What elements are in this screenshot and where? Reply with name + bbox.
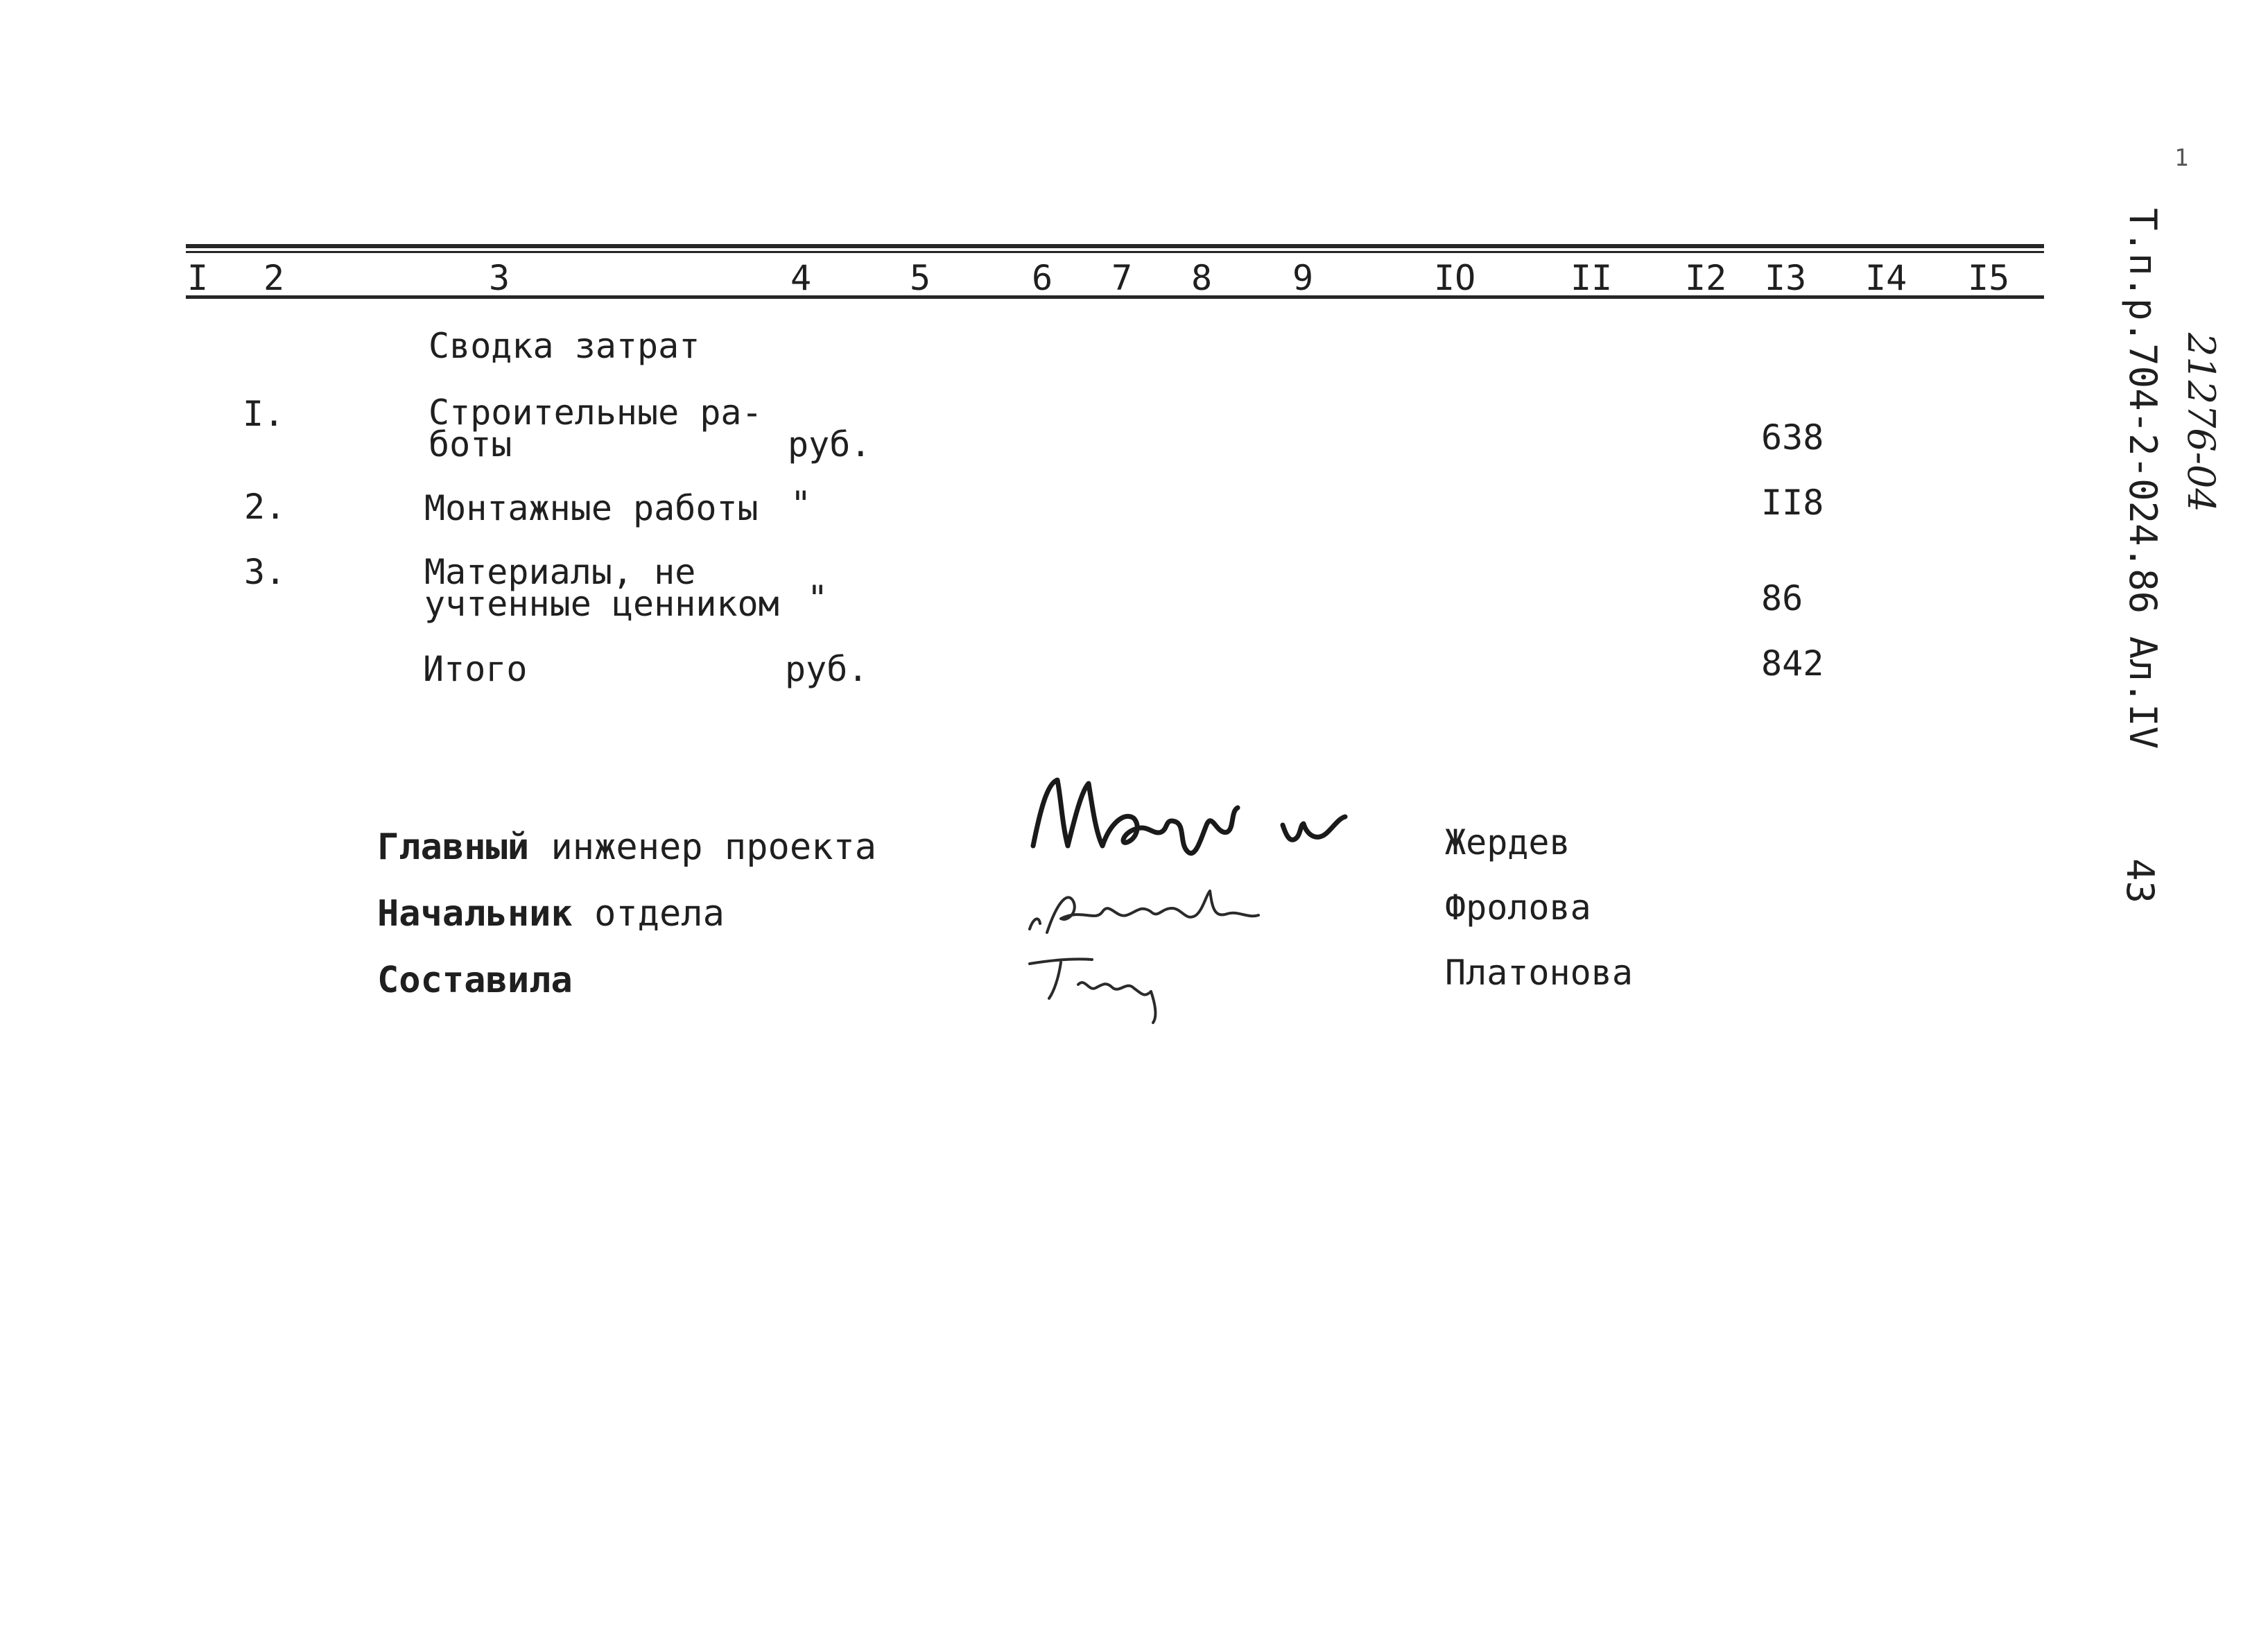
handwritten-code: 21276-04 <box>2179 333 2223 512</box>
row-unit: " <box>807 578 829 618</box>
column-number: 8 <box>1191 258 1213 298</box>
column-number: II <box>1570 258 1613 298</box>
column-number: 5 <box>910 258 931 298</box>
handwritten-signature <box>1019 770 1352 874</box>
signature-role-title: Составила <box>377 960 573 1001</box>
column-number: I4 <box>1865 258 1907 298</box>
handwritten-signature <box>1019 881 1269 943</box>
header-top-rule-thin <box>186 251 2044 253</box>
row-number: 2. <box>244 487 286 527</box>
column-number: 3 <box>489 258 510 298</box>
signature-role <box>377 893 725 935</box>
column-number: 6 <box>1032 258 1053 298</box>
handwritten-signature <box>1023 950 1175 1026</box>
total-label: Итого <box>423 649 528 689</box>
column-number: 4 <box>790 258 812 298</box>
page-number: 43 <box>2118 858 2162 904</box>
signature-name: Жердев <box>1445 822 1570 862</box>
column-number: I <box>187 258 209 298</box>
row-name: Монтажные работы <box>424 488 759 528</box>
column-number: IO <box>1434 258 1476 298</box>
row-name: Строительные ра- <box>429 392 763 433</box>
row-number: I. <box>243 394 285 434</box>
signature-role-title: Начальник <box>377 893 573 935</box>
column-number: I3 <box>1765 258 1807 298</box>
signature-role <box>377 826 876 868</box>
row-value: 638 <box>1761 417 1824 458</box>
signature-role-rest: инженер проекта <box>529 826 877 868</box>
total-unit: руб. <box>785 649 869 689</box>
signature-role <box>377 960 573 1001</box>
column-number: 9 <box>1292 258 1314 298</box>
corner-mark: 1 <box>2174 144 2189 172</box>
row-unit: руб. <box>788 424 872 465</box>
row-value: 86 <box>1761 578 1803 618</box>
signature-role-title: Главный <box>377 826 530 868</box>
row-value: II8 <box>1761 483 1824 523</box>
signature-name: Фролова <box>1445 887 1591 928</box>
row-number: 3. <box>244 552 286 592</box>
column-number: 7 <box>1111 258 1133 298</box>
total-value: 842 <box>1761 643 1824 684</box>
row-unit: " <box>790 484 812 524</box>
document-code: Т.п.р.704-2-024.86 Ал.IV <box>2121 208 2165 749</box>
column-number: I2 <box>1685 258 1727 298</box>
signature-name: Платонова <box>1445 953 1633 993</box>
row-name-continued: учтенные ценником <box>424 584 779 624</box>
row-name-continued: боты <box>429 424 512 465</box>
header-top-rule <box>186 244 2044 248</box>
row-name: Материалы, не <box>424 552 696 592</box>
column-number: I5 <box>1968 258 2010 298</box>
signature-role-rest: отдела <box>572 893 725 935</box>
section-title: Сводка затрат <box>429 326 700 366</box>
column-number: 2 <box>263 258 285 298</box>
